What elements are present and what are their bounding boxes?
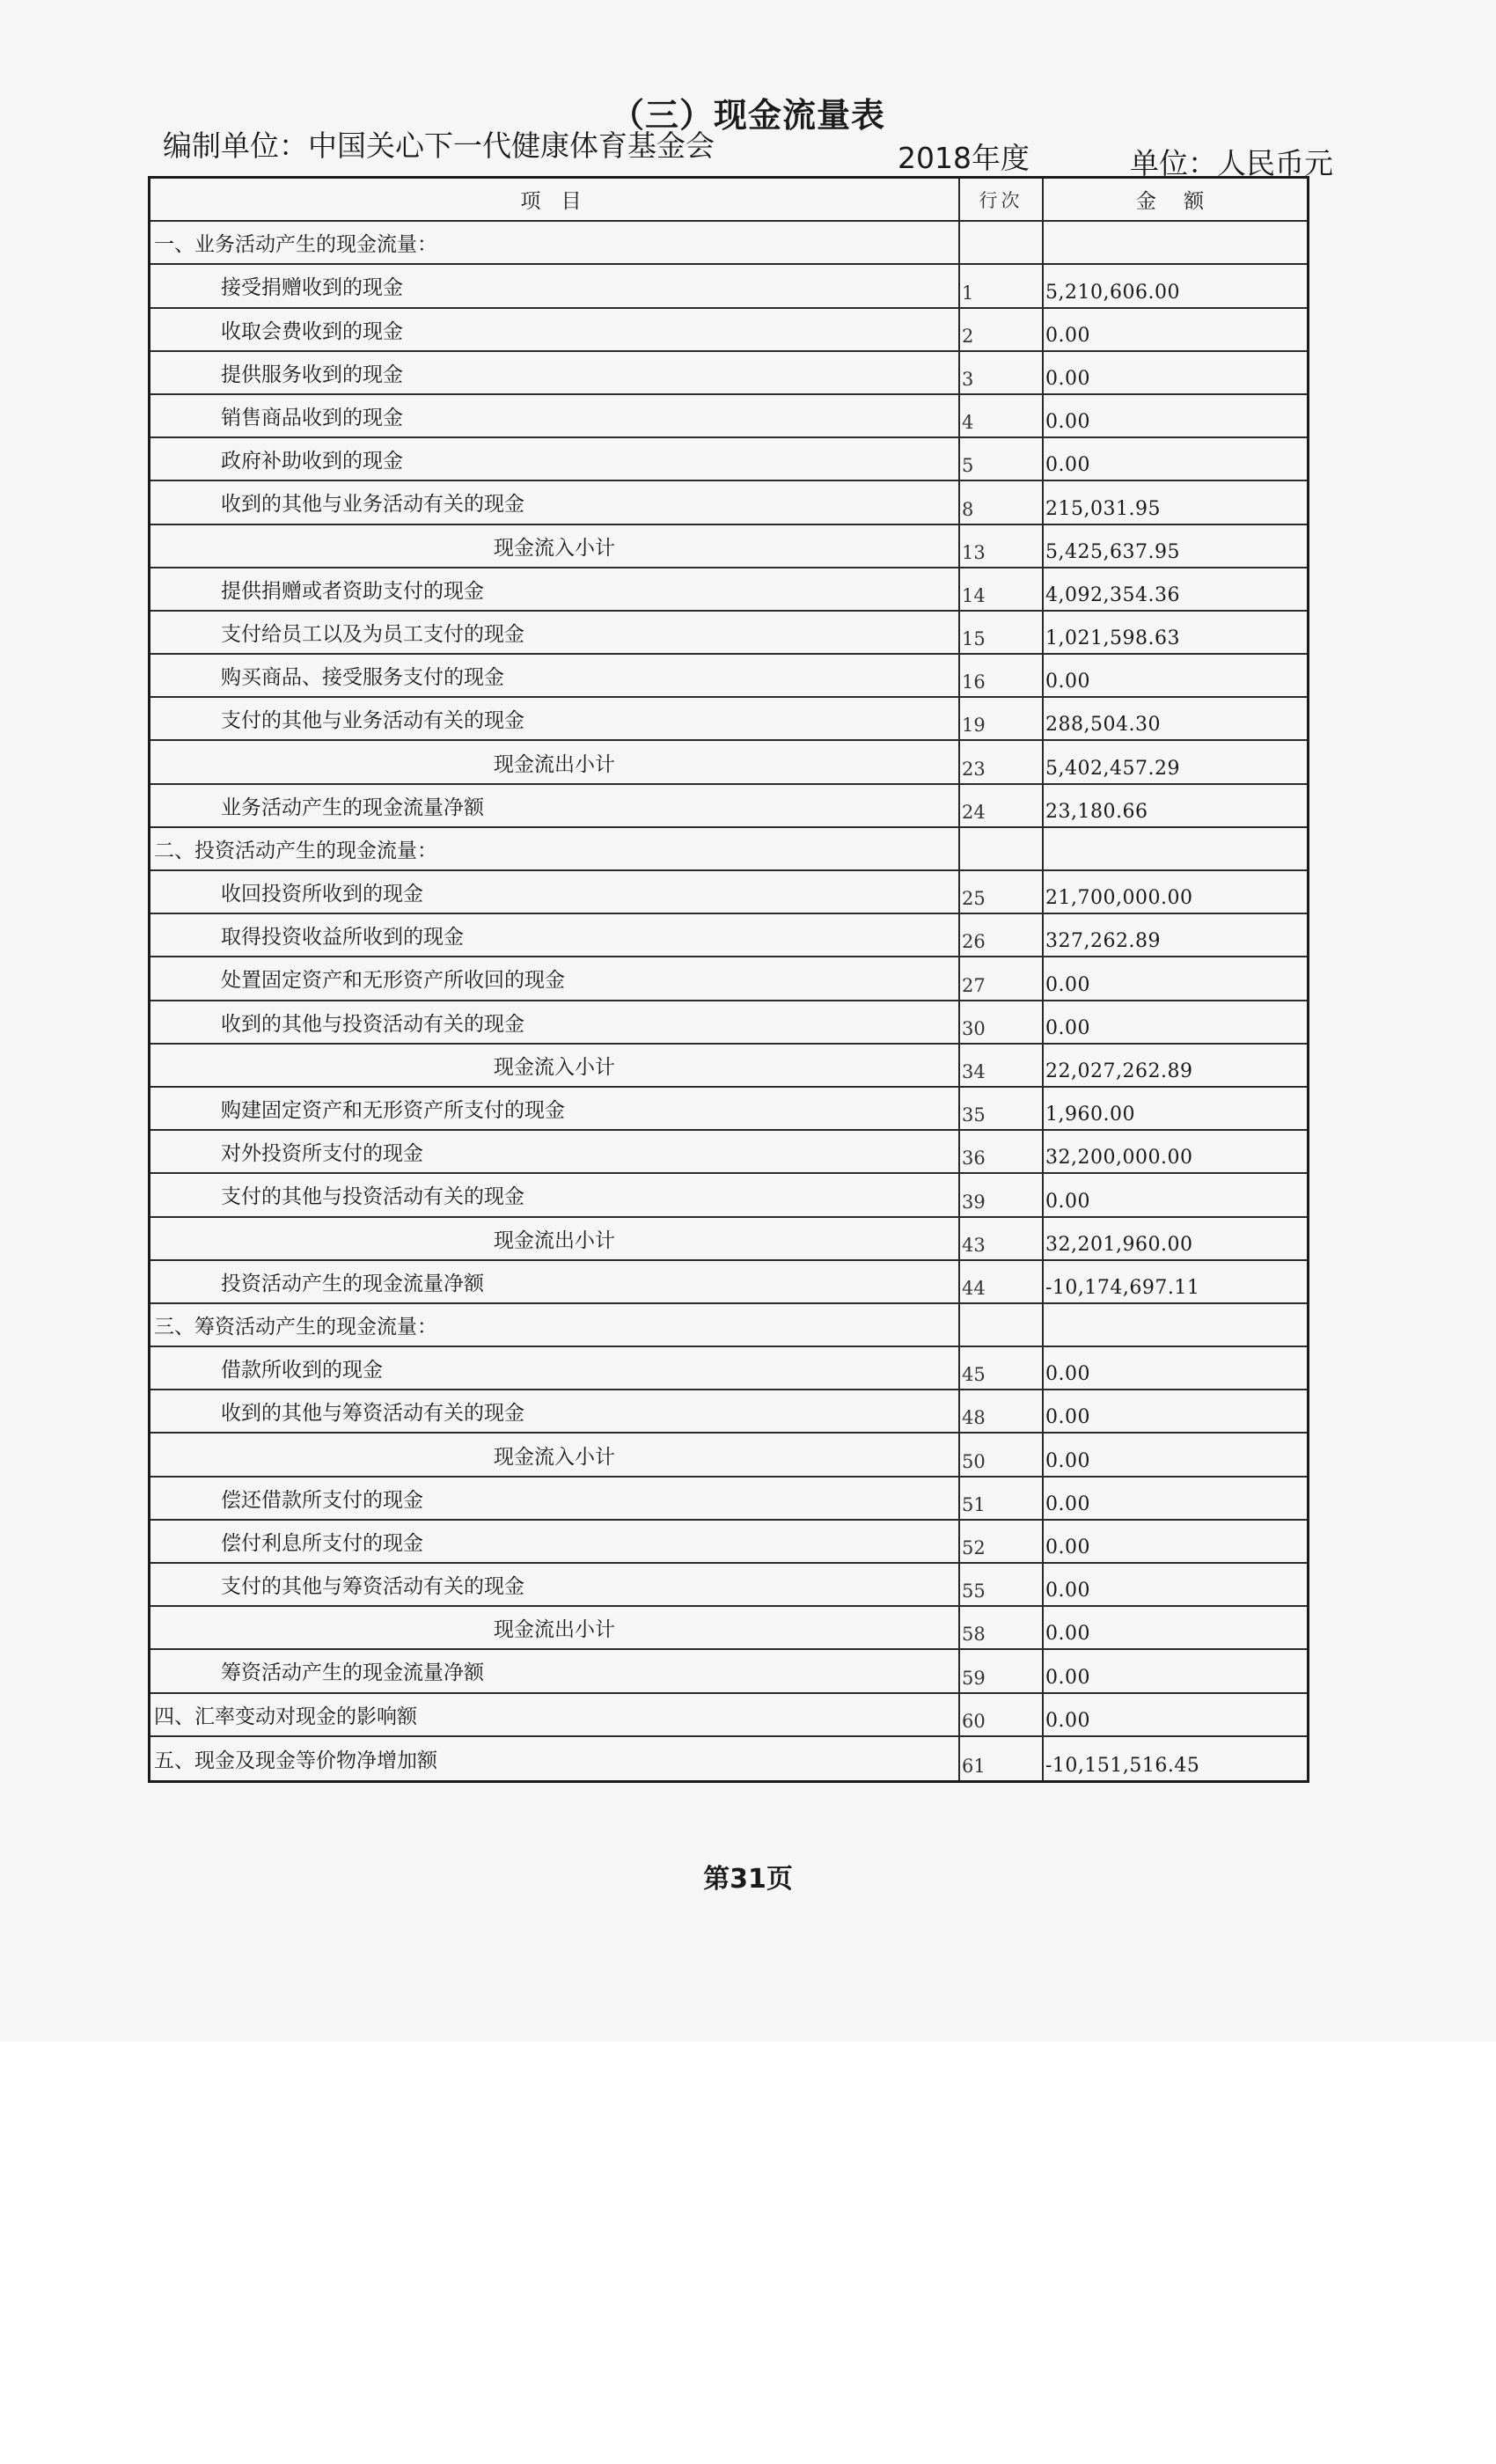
row-line-number: 61 xyxy=(960,1737,1044,1780)
row-line-number: 39 xyxy=(960,1174,1044,1215)
row-item: 借款所收到的现金 xyxy=(150,1347,960,1389)
row-line-number: 4 xyxy=(960,395,1044,436)
row-amount: 215,031.95 xyxy=(1045,497,1161,520)
table-row xyxy=(150,1607,1307,1650)
row-amount: 288,504.30 xyxy=(1045,714,1161,737)
table-row xyxy=(150,395,1307,438)
row-line-number: 48 xyxy=(960,1390,1044,1432)
row-amount: 0.00 xyxy=(1045,1449,1090,1472)
row-line-number: 52 xyxy=(960,1521,1044,1562)
row-line-number xyxy=(960,1304,1044,1346)
table-row xyxy=(150,1650,1307,1693)
row-amount: 0.00 xyxy=(1045,973,1090,996)
row-item: 业务活动产生的现金流量净额 xyxy=(150,785,960,826)
row-line-number: 44 xyxy=(960,1261,1044,1302)
row-amount: 0.00 xyxy=(1045,411,1090,434)
row-amount: 0.00 xyxy=(1045,1709,1090,1732)
document-title: （三）现金流量表 xyxy=(610,96,885,135)
row-amount: 5,425,637.95 xyxy=(1045,540,1180,563)
row-amount: 4,092,354.36 xyxy=(1045,583,1180,606)
row-amount: -10,151,516.45 xyxy=(1045,1754,1200,1777)
row-item: 偿付利息所支付的现金 xyxy=(150,1521,960,1562)
row-amount: 327,262.89 xyxy=(1045,930,1161,953)
row-line-number: 27 xyxy=(960,957,1044,999)
table-row xyxy=(150,1390,1307,1434)
table-row xyxy=(150,525,1307,568)
row-item: 支付的其他与业务活动有关的现金 xyxy=(150,698,960,739)
header-line: 行次 xyxy=(960,179,1044,220)
row-item: 现金流出小计 xyxy=(150,741,960,782)
row-item: 取得投资收益所收到的现金 xyxy=(150,914,960,956)
table-row xyxy=(150,568,1307,612)
table-row xyxy=(150,481,1307,524)
table-row xyxy=(150,1045,1307,1088)
table-row xyxy=(150,1521,1307,1564)
currency-unit: 单位：人民币元 xyxy=(1130,146,1333,180)
row-line-number: 24 xyxy=(960,785,1044,826)
table-row xyxy=(150,871,1307,914)
row-amount: 0.00 xyxy=(1045,1666,1090,1689)
row-amount: 0.00 xyxy=(1045,1363,1090,1386)
row-item: 现金流出小计 xyxy=(150,1218,960,1259)
row-item: 提供捐赠或者资助支付的现金 xyxy=(150,568,960,610)
table-row xyxy=(150,1694,1307,1737)
row-item: 提供服务收到的现金 xyxy=(150,352,960,393)
table-row xyxy=(150,1088,1307,1131)
row-item: 处置固定资产和无形资产所收回的现金 xyxy=(150,957,960,999)
row-amount: 0.00 xyxy=(1045,454,1090,477)
row-item: 购建固定资产和无形资产所支付的现金 xyxy=(150,1088,960,1129)
row-amount: 0.00 xyxy=(1045,1406,1090,1429)
row-item: 五、现金及现金等价物净增加额 xyxy=(150,1737,960,1780)
row-item: 三、筹资活动产生的现金流量： xyxy=(150,1304,960,1346)
row-amount: 0.00 xyxy=(1045,1623,1090,1646)
table-row xyxy=(150,265,1307,308)
row-line-number: 23 xyxy=(960,741,1044,782)
table-row xyxy=(150,1174,1307,1217)
row-line-number: 60 xyxy=(960,1694,1044,1735)
row-line-number: 45 xyxy=(960,1347,1044,1389)
table-row xyxy=(150,957,1307,1001)
table-header-row xyxy=(150,179,1307,222)
row-line-number: 14 xyxy=(960,568,1044,610)
row-amount: 22,027,262.89 xyxy=(1045,1060,1193,1082)
row-item: 政府补助收到的现金 xyxy=(150,438,960,480)
row-line-number: 16 xyxy=(960,655,1044,696)
row-amount: 0.00 xyxy=(1045,1580,1090,1602)
row-line-number: 3 xyxy=(960,352,1044,393)
table-row xyxy=(150,1218,1307,1261)
table-row xyxy=(150,785,1307,828)
row-item: 销售商品收到的现金 xyxy=(150,395,960,436)
row-line-number: 19 xyxy=(960,698,1044,739)
row-amount xyxy=(1044,1304,1307,1346)
row-line-number: 58 xyxy=(960,1607,1044,1648)
table-row xyxy=(150,828,1307,871)
table-row xyxy=(150,309,1307,352)
table-row xyxy=(150,914,1307,957)
table-row xyxy=(150,741,1307,784)
row-amount: 23,180.66 xyxy=(1045,800,1148,823)
row-line-number: 43 xyxy=(960,1218,1044,1259)
row-item: 支付给员工以及为员工支付的现金 xyxy=(150,612,960,653)
row-line-number: 8 xyxy=(960,481,1044,523)
table-row xyxy=(150,1261,1307,1304)
row-item: 投资活动产生的现金流量净额 xyxy=(150,1261,960,1302)
row-amount: 0.00 xyxy=(1045,324,1090,347)
table-row xyxy=(150,1564,1307,1607)
row-line-number: 15 xyxy=(960,612,1044,653)
row-amount: 0.00 xyxy=(1045,367,1090,390)
row-item: 四、汇率变动对现金的影响额 xyxy=(150,1694,960,1735)
row-item: 现金流出小计 xyxy=(150,1607,960,1648)
row-line-number: 59 xyxy=(960,1650,1044,1691)
table-row xyxy=(150,1434,1307,1477)
row-amount xyxy=(1044,828,1307,869)
row-line-number: 55 xyxy=(960,1564,1044,1605)
table-row xyxy=(150,1737,1307,1780)
row-item: 收到的其他与筹资活动有关的现金 xyxy=(150,1390,960,1432)
row-item: 现金流入小计 xyxy=(150,1045,960,1086)
row-amount: 0.00 xyxy=(1045,1016,1090,1039)
row-amount: 5,210,606.00 xyxy=(1045,281,1180,304)
header-amount: 金 额 xyxy=(1135,190,1215,214)
row-item: 购买商品、接受服务支付的现金 xyxy=(150,655,960,696)
row-amount: 0.00 xyxy=(1045,1492,1090,1515)
row-item: 偿还借款所支付的现金 xyxy=(150,1478,960,1519)
row-line-number: 5 xyxy=(960,438,1044,480)
row-line-number: 36 xyxy=(960,1131,1044,1172)
row-amount: 32,201,960.00 xyxy=(1045,1233,1193,1256)
row-amount: 1,021,598.63 xyxy=(1045,627,1180,650)
table-row xyxy=(150,352,1307,395)
table-row xyxy=(150,1347,1307,1390)
row-line-number: 34 xyxy=(960,1045,1044,1086)
row-item: 接受捐赠收到的现金 xyxy=(150,265,960,306)
row-amount: 5,402,457.29 xyxy=(1045,757,1180,780)
row-amount xyxy=(1044,222,1307,263)
row-item: 收回投资所收到的现金 xyxy=(150,871,960,913)
table-row xyxy=(150,1131,1307,1174)
row-amount: 32,200,000.00 xyxy=(1045,1147,1193,1170)
row-item: 二、投资活动产生的现金流量： xyxy=(150,828,960,869)
row-line-number: 51 xyxy=(960,1478,1044,1519)
table-row xyxy=(150,438,1307,481)
row-item: 收到的其他与投资活动有关的现金 xyxy=(150,1001,960,1043)
row-amount: -10,174,697.11 xyxy=(1045,1276,1200,1299)
row-amount: 0.00 xyxy=(1045,1190,1090,1213)
row-line-number: 30 xyxy=(960,1001,1044,1043)
page-number: 第31页 xyxy=(703,1864,793,1895)
row-amount: 21,700,000.00 xyxy=(1045,887,1193,910)
row-amount: 0.00 xyxy=(1045,671,1090,693)
row-item: 收取会费收到的现金 xyxy=(150,309,960,350)
table-row xyxy=(150,222,1307,265)
row-amount: 1,960.00 xyxy=(1045,1104,1135,1126)
row-line-number: 1 xyxy=(960,265,1044,306)
header-item: 项 目 xyxy=(150,179,960,220)
table-row xyxy=(150,612,1307,655)
row-line-number: 2 xyxy=(960,309,1044,350)
cash-flow-table xyxy=(148,176,1309,1783)
table-row xyxy=(150,655,1307,698)
table-row xyxy=(150,1001,1307,1045)
row-line-number: 50 xyxy=(960,1434,1044,1475)
row-line-number: 26 xyxy=(960,914,1044,956)
row-item: 筹资活动产生的现金流量净额 xyxy=(150,1650,960,1691)
row-item: 现金流入小计 xyxy=(150,525,960,567)
row-line-number: 35 xyxy=(960,1088,1044,1129)
table-row xyxy=(150,698,1307,741)
row-item: 对外投资所支付的现金 xyxy=(150,1131,960,1172)
row-item: 支付的其他与筹资活动有关的现金 xyxy=(150,1564,960,1605)
row-item: 一、业务活动产生的现金流量： xyxy=(150,222,960,263)
row-line-number: 25 xyxy=(960,871,1044,913)
document-meta xyxy=(163,123,1333,180)
org-label: 编制单位：中国关心下一代健康体育基金会 xyxy=(163,128,715,163)
table-row xyxy=(150,1304,1307,1347)
row-item: 支付的其他与投资活动有关的现金 xyxy=(150,1174,960,1215)
row-line-number xyxy=(960,222,1044,263)
row-line-number xyxy=(960,828,1044,869)
fiscal-year: 2018年度 xyxy=(898,141,1030,175)
table-row xyxy=(150,1478,1307,1521)
row-item: 现金流入小计 xyxy=(150,1434,960,1475)
row-item: 收到的其他与业务活动有关的现金 xyxy=(150,481,960,523)
row-line-number: 13 xyxy=(960,525,1044,567)
row-amount: 0.00 xyxy=(1045,1536,1090,1558)
